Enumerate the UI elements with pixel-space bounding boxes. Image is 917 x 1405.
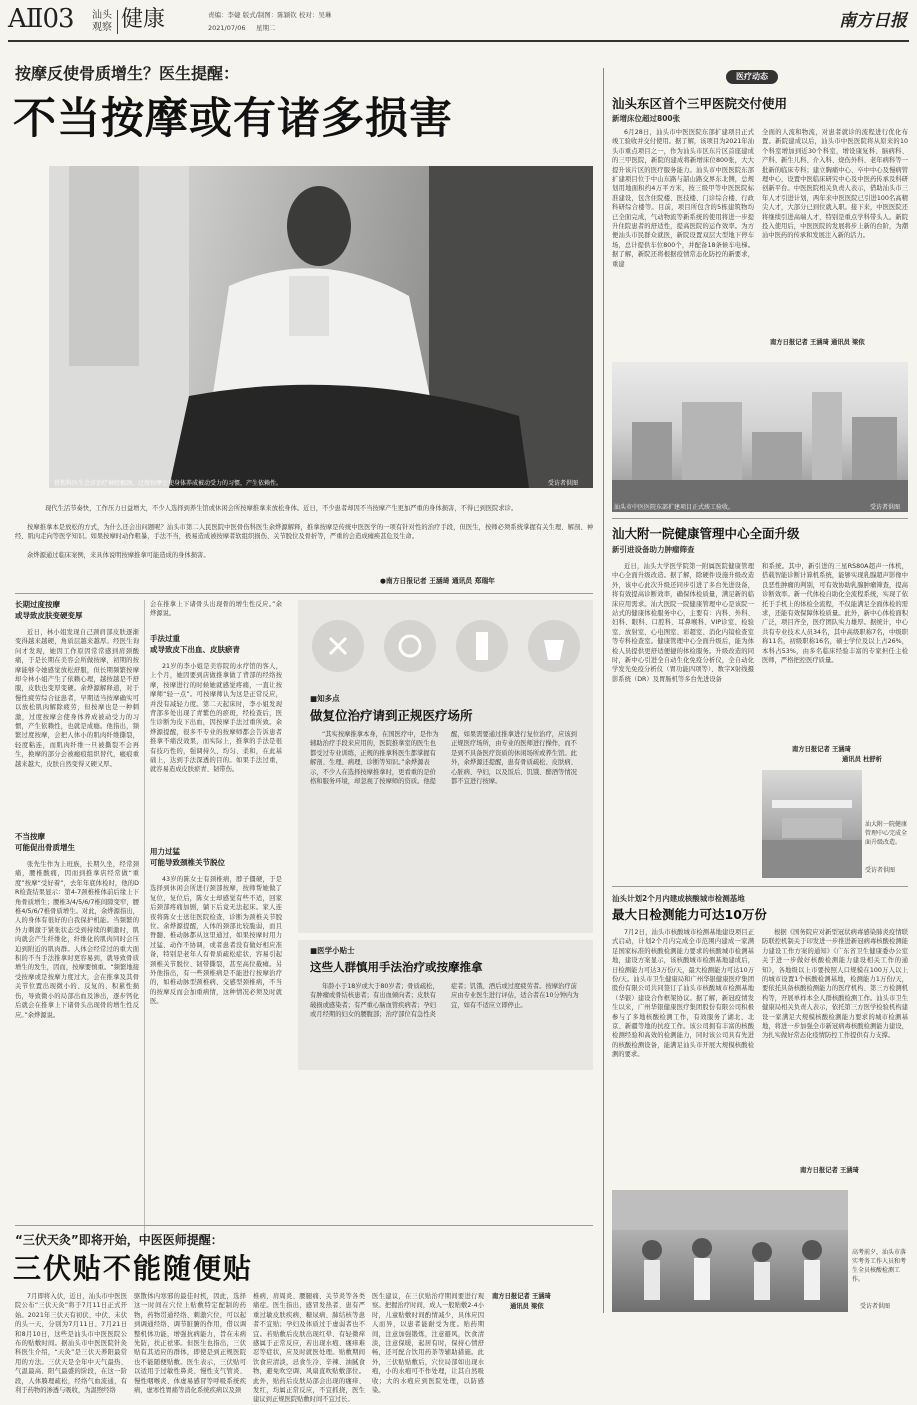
massage-photo bbox=[49, 166, 593, 488]
article2-rule bbox=[15, 1225, 593, 1226]
news3-col1: 7月2日，汕头市核酸城市检测基地建设项目正式启动，计划2个月内完成全市范围内建成一家满足国家标准的核酸检测能力要求的核酸城市检测基地，建设方案显示，该核酸城市检测基地建成后，日检测能力可达3万份/天，最大检测能力可达10万份/天。汕头市卫生健康局和广州华银健康医疗集团股份有限公司共同签订了汕头市核酸城市检测基地（华银）建设合作框架协议。据了解，新冠疫情发生以来，广州华银健康医疗集团股份有限公司积极参与了多地核酸检测工作，有效服务了湖北、北京、新疆等地的抗疫工作。该公司拥有丰富的核酸检测经验和高效的检测能力，同时该公司具有先进的核酸检测设备，能满足汕头市开展大规模核酸检测的要求。 bbox=[612, 929, 754, 1059]
bottom-photo-credit: 受访者供图 bbox=[860, 1303, 891, 1310]
news2-photo-caption: 汕大附一院健康管理中心完成全面升级改造。 bbox=[865, 821, 908, 846]
lead-paragraph-3: 余烨源通过临床案例，来具体说明按摩推拿可能造成的身体损害。 bbox=[27, 552, 210, 559]
section3-heading2: 或导致皮下出血、皮肤瘀青 bbox=[150, 645, 240, 654]
tip-box-2 bbox=[298, 940, 593, 1070]
tip1-body: “其实按摩推拿本身，在国医疗中，是作为辅助治疗手段来应用的，医院推拿室的医生也都受过专业训练，正规的推拿科医生都掌握有解剖、生理、病理、诊断等知识。”余烨源表示，不少人在选择按摩推拿时，更看重的是价格和服务环境，却忽视了按摩师的资质。他提醒，如果需要通过推拿进行复位治疗，应该到正规医疗场所，由专业的医师进行操作，而不是到不具备医疗资质的休闲场所或养生馆。此外，余烨源还提醒，患有骨质疏松、皮肤病、心脏病、孕妇，以及饭后、饥饿、醉酒等情况都不宜进行按摩。 bbox=[310, 731, 577, 786]
medical-icons bbox=[308, 610, 583, 682]
article2-byline2: 通讯员 梁依 bbox=[510, 1303, 544, 1310]
date: 2021/07/06 bbox=[208, 24, 246, 32]
lead-paragraph-2: 按摩推拿本是放松的方式，为什么还会出问题呢？汕头市第二人民医院中医骨伤科医生余烨源解释，推拿按摩是传统中医医学的一项有针对性的治疗手段，但医生，按师必须系统掌握有关生理、解剖、神经、肌肉走向等医学知识。如果按摩时动作粗暴，手法不当，极易造成被按摩者软组织损伤、关节脱位及骨折等，严重的会造成瘫痪甚危及生命。 bbox=[15, 524, 593, 541]
hospital-building-photo bbox=[612, 362, 908, 512]
covid-testing-illustration bbox=[612, 1190, 848, 1312]
photo-credit: 受访者供图 bbox=[548, 480, 579, 487]
region-line2: 观察 bbox=[92, 22, 112, 33]
article2-col1: 7月即将入伏，近日，汕头市中医医院公布“三伏天灸”将于7月11日正式开始。2021年三伏天有初伏、中伏、末伏的头一天，分别为7月11日、7月21日和8月10日，这些是汕头市中医医院公布的贴敷时间。据汕头市中医医院针灸科医生介绍，“天灸”是三伏天养阳最常用的方法。三伏天是全年中天气最热、气温最高、阳气最盛的阶段，在这一阶段，人体腠理疏松，经络气血流通，有利于药物的渗透与吸收，为温煦经络 bbox=[15, 1293, 127, 1395]
masthead bbox=[8, 4, 909, 44]
section3-body: 21岁的李小姐是美容院的水疗馆的客人，上个月，她因要到店做推拿做了背部的经络按摩，按摩进行的时候她就感觉疼痛，一直让按摩师“轻一点”。可按摩师认为这是正常反应，并没有减轻力度。第二天起床时，李小姐发现背部多处出现了青紫色的瘀斑，经检查后，医生诊断为皮下出血，因按摩手法过重所致。余烨源提醒，很多不专业的按摩师都会告诉患者推拿不痛没效果，而实际上，推拿的手法是很有技巧性的，强调持久、均匀、柔和，在此基础上，达到手法深透的目的。如果手法过重，就容易造成皮肤瘀青、韧带伤。 bbox=[150, 663, 282, 774]
news2-subtitle: 新引进设备助力肿瘤筛查 bbox=[612, 545, 695, 554]
news3-col2: 根据《国务院应对新型冠状病毒感染肺炎疫情联防联控机制关于印发进一步推进新冠病毒核酸检测能力建设工作方案的通知》《广东省卫生健康委办公室关于进一步做好核酸检测能力建设相关工作的通知》，各地级以上市要按照人口规模在100万人以上的城市设置1个核酸检测基地，检测能力1万份/天，要依托具备核酸检测能力的医疗机构、第三方检测机构等，开展单样本全人群核酸检测工作。汕头市卫生健康局相关负责人表示，依托第三方医学检验机构建设一家满足大规模核酸检测能力要求的城市检测基地，将进一步加强全市新冠病毒核酸检测能力建设，为扎实做好常态化疫情防控工作提供有力支撑。 bbox=[762, 929, 908, 1040]
health-center-photo bbox=[762, 770, 862, 878]
news-tag bbox=[726, 70, 778, 84]
section3-heading1: 手法过重 bbox=[150, 634, 180, 643]
masthead-rule bbox=[8, 40, 909, 42]
section1-heading2: 或导致皮肤变硬变厚 bbox=[15, 611, 83, 620]
section2-heading2: 可能促出骨质增生 bbox=[15, 843, 75, 852]
news1-title: 汕头东区首个三甲医院交付使用 bbox=[612, 96, 788, 111]
news2-byline2: 通讯员 杜舒析 bbox=[842, 756, 882, 763]
article2-col3: 椎病、肩周炎、腰腿痛、关节炎等各类痛症。医生指出，感冒发热者、患有严重过敏皮肤疾病、糖尿病、肺结核等患者不宜贴；孕妇及体质过于虚弱者也不宜。若贴敷后皮肤出现红晕、有轻微痒感属于正常反应，若出现水疱、瘙痒难忍等症状，应及时就医处理。贴敷期间饮食应清淡，忌食生冷、辛辣、油腻食物，避免吹空调、风扇直吹贴敷部位。此外，贴药后皮肤局部会出现的瘙痒、发红，均属正常反应，不宜抓挠，医生建议到正规医院贴敷时间不宜过长。 bbox=[253, 1293, 365, 1404]
section2-body: 张先生作为上班族，长期久坐，经常颈痛，腰椎酸痛，因而到推拿店经常做“重度”按摩“受好着”，去年年底体检时，他的DR检查结果显示：第4-7颈椎椎体前后缘上下角骨质增生；腰椎3/4/5/6/7椎间隙变窄，腰椎4/5/6/7椎骨质增生。对此，余烨源指出，人的身体有很好的自我保护机能。当频繁的外力刺激于紧张状态受到持续的刺激时，肌肉就会产生纤维化，纤维化的肌肉同时会压迫到附近的肌肉群。人体会经常过的重大面积的不当手法推拿时更容易到，就导致骨质增生的发生，因而，按摩要慎重。“频繁地接受按摩或是按摩力度过大，会在推拿及其骨关节位置出现微小的、反复的、积累性损伤，导致微小的局部出血及渗出，逐步钙化后就会在推拿上下诸骨头出现骨的增生性反应。”余烨源说。 bbox=[15, 861, 139, 1019]
tip1-tag: ■知多点 bbox=[310, 694, 340, 703]
article2-col4: 医生建议，在三伏贴治疗期间要进行观察。把握治疗时间，成人一般贴敷2-4小时，儿童贴敷时间酌情减少，具体应因人而异，以患者能耐受为度。贴药期间，注意加强锻炼，注意避风，饮食清淡，注意保暖，起居有时，保持心情舒畅，还可配合饮用药茶等辅助措施。此外，三伏贴贴敷后，穴位局部如出现水疱，小的水疱可不作处理，让其自然吸收；大的水疱应到医院处理，以防感染。 bbox=[372, 1293, 484, 1395]
section2-heading1: 不当按摩 bbox=[15, 832, 45, 841]
photo-caption: 骨伤科医生会诊治疗神经根颈。过度按摩会使身体养成被动受力的习惯，产生依赖性。 bbox=[54, 480, 283, 487]
news2-col1: 近日，汕头大学医学院第一附属医院健康管理中心全面升级改造。据了解，除硬件设施升级改造外，该中心此次升级还同步引进了多台先进设备，将有效提高诊断效率，确保体检质量，满足新的临床应用需求。汕大医院一院健康管理中心是该院一站式的健康体检服务中心，主要有：内科、外科、妇科、眼科、口腔科、耳鼻喉科、VIP诊室、检验室、放射室、心电图室、彩超室、消化内镜检查室等专科检查室。健康管理中心全面升级后，能为体检人员提供更舒适便捷的体检服务。升级改造的同时，新中心引进全自动生化免疫分析仪，全自动化学发光免疫分析仪（胃功能四项等）、数字X射线摄影系统（DR）及胃肠机等多台先进设备 bbox=[612, 563, 754, 683]
health-center-illustration bbox=[762, 770, 862, 878]
article1-kicker: 按摩反使骨质增生？医生提醒： bbox=[15, 64, 240, 83]
news-tag-label: 医疗动态 bbox=[736, 72, 768, 81]
massage-illustration bbox=[49, 166, 593, 488]
news3-title: 最大日检测能力可达10万份 bbox=[612, 907, 767, 922]
hospital-building-illustration bbox=[612, 362, 908, 512]
column-divider-1 bbox=[144, 600, 145, 1240]
section4-body: 43岁的陈女士有颈椎病，脖子僵硬，于是选择到休闲会所进行颈部按摩，按师帮她做了复位，复位后，陈女士却感觉有些不适，回家后颈部疼痛加剧，躺下后竟无法起床。家人连夜将陈女士送往医院检查，诊断为颈椎关节脱位。余烨源提醒，人体的颈部比较脆弱，而且脊髓、椎动脉都从这里通过，如果按摩时用力过猛、动作不协调，或者患者没有做好相应准备，特别是老年人有骨质疏松症状，容易引起颈椎关节脱位、韧带撕裂，甚至高位截瘫。另外他指出，有一些颈椎病是不能进行按摩治疗的，如椎动脉型颈椎病、交感型颈椎病，不当的按摩反而会加重病情，这种情况必须及时就医。 bbox=[150, 876, 282, 1006]
news1-col1: 6月28日，汕头市中医医院东部扩建项目正式竣工验收并交付使用。据了解，该项目为2021年汕头市重点项目之一，作为汕头市区东片区首座建成的三甲医院，新院的建成将新增床位800张，大大提升该片区的医疗服务能力。汕头市中医医院东部扩建项目位于中山东路与韶山路交界东北侧，总规划用地面积约4万平方米，按三级甲等中医医院标准建设，包含住院楼、医技楼、门诊综合楼、行政科研综合楼等。目前，项目所包含的5栋建筑物均已全面完成，气动物流等新系统的使用将进一步提升住院患者的舒适性，提高医院的运作效率。为方便汕头市民群众就医，新院设置双层大型地下停车场，总计提供车位800个，并配备18条候车电梯。据了解，新院还将根据疫情常态化防控的新要求，重建 bbox=[612, 129, 754, 268]
article2-title: 三伏贴不能随便贴 bbox=[13, 1252, 254, 1285]
news1-rule bbox=[612, 518, 908, 519]
region-line1: 汕头 bbox=[92, 10, 112, 21]
page-code: AⅡ03 bbox=[8, 4, 74, 34]
section2-continued: 会在推拿上下诸骨头出现骨的增生性反应。”余烨源说。 bbox=[150, 601, 282, 618]
news2-col2: 和系统。其中，新引进的三星RS80A超声一体机，搭载智能诊断计算机系统，能够实现乳腺超声影像中良恶性肿瘤的判别，可有效协助乳腺肿瘤筛查，提高诊断效率。新一代体检自助化全流程系统，实现了依托于手机上的体检全流程，不仅能满足全面体检的需求，还能有效保障体检质量。此外，新中心体检面积广泛，项目齐全，医疗团队实力雄厚。据统计，中心共有专业技术人员34名，其中高级职称7名，中级职称11名，初级职称16名，硕士学位及以上占26%，本科占53%，由多名临床经验丰富的专家担任主检医师，严格把控医疗质量。 bbox=[762, 563, 908, 665]
news1-col2: 全面的人流和物流，对患者就诊的流程进行优化布置。新院建成以后，汕头市中医医院将从原来的10个科室增加到近30个科室，增设康复科、脑病科、产科、新生儿科、介入科、烧伤外科、老年病科等一批新的临床专科；建立胸痛中心、卒中中心及慢病管理中心，设置中医临床研究中心及中医药传承及科研创新平台。中医医院相关负责人表示，借助汕头市三年人才引进计划，两年来中医医院已引进100名高精尖人才，大部分已到位就入职。接下来，中医医院还将继续引进高端人才，特别是重点学科带头人。新院投入使用后，中医医院的发展将步上新的台阶，为潮汕中医药的传承和发展注入新的活力。 bbox=[762, 129, 908, 240]
news1-photo-caption: 汕头市中医医院东部扩建项目正式竣工验收。 bbox=[614, 504, 735, 511]
article2-kicker: “三伏天灸”即将开始，中医医师提醒： bbox=[15, 1233, 223, 1247]
tip2-body: 年龄小于18岁或大于80岁者；骨质疏松，有肿瘤或骨结核患者；有出血倾向者；皮肤有破损或感染者；有严重心脑血管疾病者；孕妇或月经期的妇女的腰腹部；治疗部位有急性炎症者；饥饿、酒后或过度疲劳者。按摩治疗前应由专业医生进行评估，适合者在10分钟内为宜，如有不适应立即停止。 bbox=[310, 983, 579, 1019]
news1-subtitle: 新增床位超过800张 bbox=[612, 114, 681, 123]
news3-kicker: 汕头计划2个月内建成核酸城市检测基地 bbox=[612, 894, 745, 903]
news1-photo-credit: 受访者供图 bbox=[870, 504, 901, 511]
section4-heading2: 可能导致颈椎关节脱位 bbox=[150, 858, 225, 867]
tip2-tag: ■医学小贴士 bbox=[310, 946, 355, 955]
covid-testing-photo bbox=[612, 1190, 848, 1312]
article1-title: 不当按摩或有诸多损害 bbox=[13, 94, 453, 144]
news1-byline: 南方日报记者 王涵琦 通讯员 梁依 bbox=[770, 339, 865, 346]
bottom-photo-caption: 高考前夕，汕头市落实考务工作人员和考生全员核酸检测工作。 bbox=[852, 1249, 907, 1283]
section-title: 健康 bbox=[121, 7, 166, 32]
tip1-title: 做复位治疗请到正规医疗场所 bbox=[310, 708, 473, 723]
lead-rule bbox=[15, 593, 593, 594]
article2-col2: 驱散体内寒邪的最佳时机，因此，选择这一时间在穴位上贴敷特定配制的药物，药物贯通经络、刺激穴位，可以起到调通经络、调节脏腑的作用，借以调整机体功能，增强抗病能力，旨在未病先防，扶正祛邪。但医生也指出，三伏贴有其适应的群体，即使是到正规医院也不能随便贴敷。医生表示，三伏贴可以适用于过敏性鼻炎、慢性支气管炎、慢性咽喉炎、体虚易感冒等呼吸系统疾病，虚寒性胃痛等消化系统疾病以及颈 bbox=[134, 1293, 246, 1395]
section4-heading1: 用力过猛 bbox=[150, 847, 180, 856]
tip-icon-area bbox=[308, 610, 583, 682]
article2-byline1: 南方日报记者 王涵琦 bbox=[492, 1293, 551, 1300]
section1-body: 近日，林小姐发现自己颈肩部皮肤逐渐变得越来越硬，角质层越来越厚。经医生询问才发现，她因工作原因常常感到肩颈酸痛，于是长期在美容会所做按摩，初期的按摩能够令她感觉放松舒服，但长期频繁按摩却令林小姐产生了依赖心理，越按越是不舒服，皮肤也变厚变硬。余烨源解释道，对于慢性疲劳综合征患者，早期适当按摩确实可以放松肌肉解除疲劳，但按摩也是一种刺激，过度按摩会使身体养成被动受力的习惯，产生依赖性，也就是成瘾。他指出，频繁过度按摩，会把人体小的肌肉纤维撕裂，轻度粘连，而肌肉纤维一旦被撕裂不会再生，换摩的部分会被瘢痕组织替代，瘢痕重越来越大，皮肤自然变得又硬又厚。 bbox=[15, 629, 139, 768]
newspaper-logo: 南方日报 bbox=[839, 11, 907, 31]
news3-byline: 南方日报记者 王涵琦 bbox=[800, 1167, 859, 1174]
news2-byline1: 南方日报记者 王涵琦 bbox=[792, 746, 851, 753]
credits: 责编：李婕 版式/制图：陈颖钦 校对：吴琳 bbox=[208, 11, 332, 19]
section1-heading1: 长期过度按摩 bbox=[15, 600, 60, 609]
news2-title: 汕大附一院健康管理中心全面升级 bbox=[612, 526, 800, 541]
news2-photo-credit: 受访者供图 bbox=[865, 867, 896, 874]
news2-rule bbox=[612, 886, 908, 887]
tip2-title: 这些人群慎用手法治疗或按摩推拿 bbox=[310, 960, 483, 974]
article1-byline: ●南方日报记者 王涵琦 通讯员 郑瑞年 bbox=[380, 577, 495, 585]
weekday: 星期二 bbox=[256, 24, 276, 32]
column-divider-main bbox=[603, 68, 604, 1313]
lead-paragraph-1: 现代生活节奏快，工作压力日益增大，不少人选择到养生馆或休闲会所按摩推拿来放松身体。近日，不少患者却因不当按摩产生更加严重的身体损害，不得已到医院求诊。 bbox=[45, 505, 518, 512]
tip-box-1 bbox=[298, 600, 593, 933]
masthead-divider bbox=[117, 10, 118, 34]
